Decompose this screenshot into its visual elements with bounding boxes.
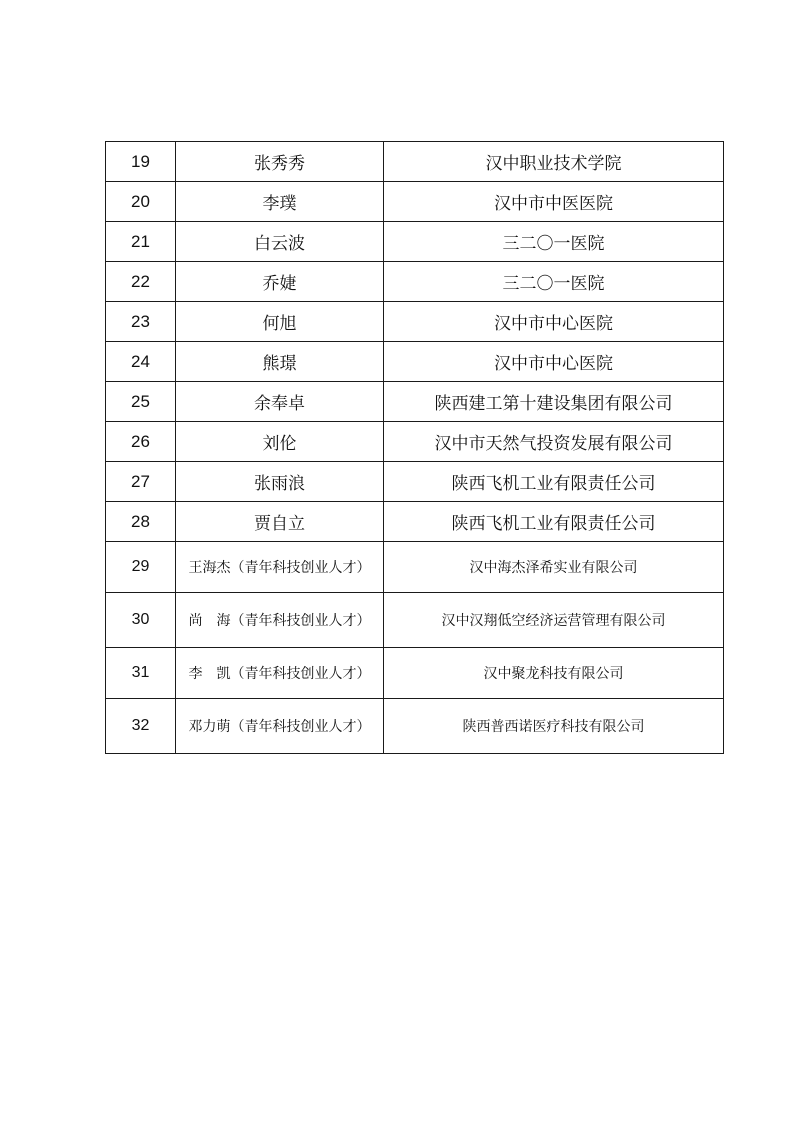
work-unit: 汉中市中心医院 <box>384 342 724 382</box>
work-unit: 汉中聚龙科技有限公司 <box>384 648 724 699</box>
work-unit: 汉中市天然气投资发展有限公司 <box>384 422 724 462</box>
table-row <box>106 182 724 222</box>
person-name: 邓力萌（青年科技创业人才） <box>176 699 384 754</box>
roster-table <box>105 141 724 754</box>
row-number: 23 <box>106 302 176 342</box>
row-number: 27 <box>106 462 176 502</box>
work-unit: 三二〇一医院 <box>384 262 724 302</box>
person-name: 李 凯（青年科技创业人才） <box>176 648 384 699</box>
work-unit: 汉中市中心医院 <box>384 302 724 342</box>
row-number: 21 <box>106 222 176 262</box>
row-number: 20 <box>106 182 176 222</box>
row-number: 30 <box>106 593 176 648</box>
person-name: 尚 海（青年科技创业人才） <box>176 593 384 648</box>
table-row <box>106 382 724 422</box>
table-row <box>106 342 724 382</box>
row-number: 22 <box>106 262 176 302</box>
roster-table-body <box>106 142 724 754</box>
work-unit: 陕西飞机工业有限责任公司 <box>384 502 724 542</box>
table-row <box>106 502 724 542</box>
person-name: 白云波 <box>176 222 384 262</box>
work-unit: 陕西普西诺医疗科技有限公司 <box>384 699 724 754</box>
work-unit: 汉中市中医医院 <box>384 182 724 222</box>
table-row <box>106 462 724 502</box>
table-row <box>106 302 724 342</box>
person-name: 熊璟 <box>176 342 384 382</box>
person-name: 王海杰（青年科技创业人才） <box>176 542 384 593</box>
row-number: 28 <box>106 502 176 542</box>
person-name: 乔婕 <box>176 262 384 302</box>
row-number: 31 <box>106 648 176 699</box>
person-name: 刘伦 <box>176 422 384 462</box>
row-number: 25 <box>106 382 176 422</box>
table-row <box>106 262 724 302</box>
row-number: 29 <box>106 542 176 593</box>
table-row <box>106 542 724 593</box>
work-unit: 汉中职业技术学院 <box>384 142 724 182</box>
person-name: 李璞 <box>176 182 384 222</box>
work-unit: 汉中汉翔低空经济运营管理有限公司 <box>384 593 724 648</box>
work-unit: 陕西建工第十建设集团有限公司 <box>384 382 724 422</box>
person-name: 张雨浪 <box>176 462 384 502</box>
person-name: 张秀秀 <box>176 142 384 182</box>
person-name: 贾自立 <box>176 502 384 542</box>
person-name: 何旭 <box>176 302 384 342</box>
row-number: 32 <box>106 699 176 754</box>
table-row <box>106 142 724 182</box>
table-row <box>106 648 724 699</box>
row-number: 24 <box>106 342 176 382</box>
table-row <box>106 422 724 462</box>
table-row <box>106 222 724 262</box>
row-number: 19 <box>106 142 176 182</box>
table-row <box>106 699 724 754</box>
work-unit: 汉中海杰泽希实业有限公司 <box>384 542 724 593</box>
work-unit: 三二〇一医院 <box>384 222 724 262</box>
person-name: 余奉卓 <box>176 382 384 422</box>
work-unit: 陕西飞机工业有限责任公司 <box>384 462 724 502</box>
row-number: 26 <box>106 422 176 462</box>
table-row <box>106 593 724 648</box>
